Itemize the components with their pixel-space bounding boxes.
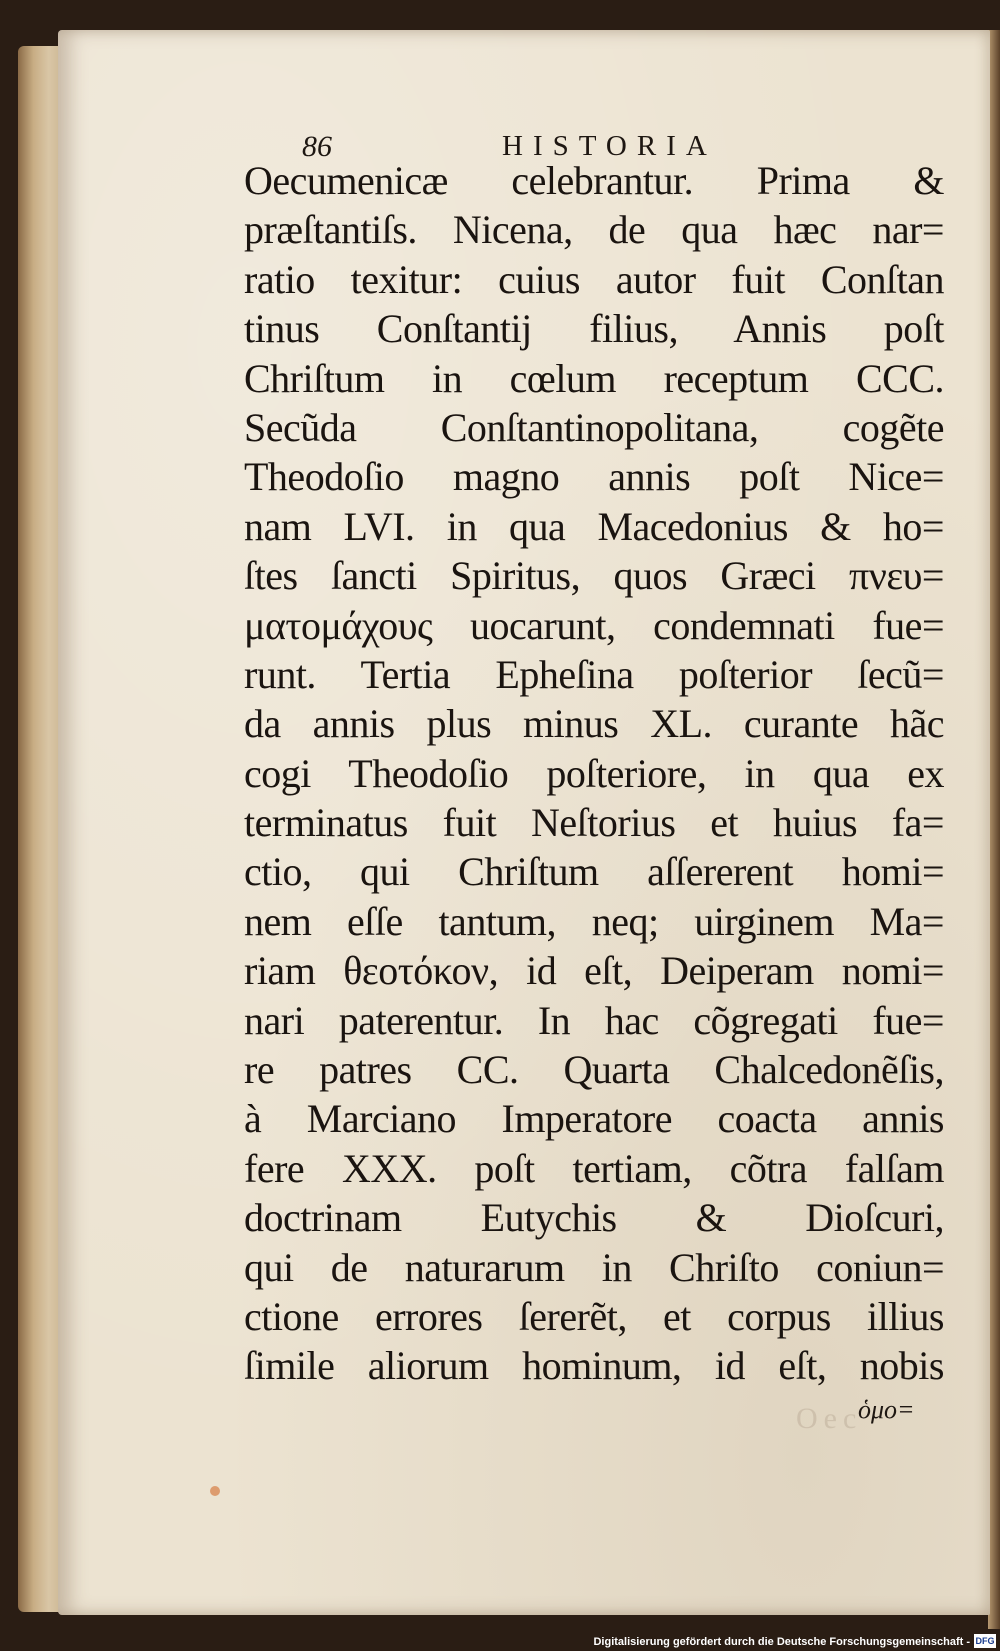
page-number: 86	[302, 130, 332, 163]
text-line: re patres CC. Quarta Chalcedonẽſis,	[244, 1047, 944, 1093]
text-line: Chriſtum in cœlum receptum CCC.	[244, 355, 944, 401]
running-head-title: HISTORIA	[502, 130, 717, 162]
text-line: riam θεοτόκον, id eſt, Deiperam nomi=	[244, 948, 944, 994]
text-line: ματομάχους uocarunt, condemnati fue=	[244, 602, 944, 648]
paper-stain	[210, 1486, 220, 1496]
text-line: cogi Theodoſio poſteriore, in qua ex	[244, 750, 944, 796]
book-spine-edge	[18, 46, 62, 1612]
text-line: qui de naturarum in Chriſto coniun=	[244, 1244, 944, 1290]
bleed-through-text: Oec	[796, 1402, 863, 1435]
text-line: nam LVI. in qua Macedonius & ho=	[244, 503, 944, 549]
dfg-logo: DFG	[975, 1636, 995, 1646]
text-line: ſimile aliorum hominum, id eſt, nobis	[244, 1343, 944, 1389]
text-line: Secũda Conſtantinopolitana, cogẽte	[244, 404, 944, 450]
text-line: nari paterentur. In hac cõgregati fue=	[244, 997, 944, 1043]
text-line: à Marciano Imperatore coacta annis	[244, 1096, 944, 1142]
text-line: ctio, qui Chriſtum aſſererent homi=	[244, 849, 944, 895]
text-line: nem eſſe tantum, neq; uirginem Ma=	[244, 898, 944, 944]
text-line: Oecumenicæ celebrantur. Prima &	[244, 158, 944, 203]
text-line: ratio texitur: cuius autor fuit Conſtan	[244, 256, 944, 302]
main-text-block	[244, 156, 944, 1391]
digitization-credit: Digitalisierung gefördert durch die Deutsche Forschungsgemeinschaft -	[593, 1636, 970, 1648]
text-line: da annis plus minus XL. curante hãc	[244, 701, 944, 747]
text-line: doctrinam Eutychis & Dioſcuri,	[244, 1195, 944, 1241]
text-line: terminatus fuit Neſtorius et huius fa=	[244, 800, 944, 846]
text-line: Theodoſio magno annis poſt Nice=	[244, 454, 944, 500]
text-line: fere XXX. poſt tertiam, cõtra falſam	[244, 1145, 944, 1191]
catchword: ὁμο=	[858, 1395, 915, 1424]
text-line: runt. Tertia Epheſina poſterior ſecũ=	[244, 651, 944, 697]
text-line: præſtantiſs. Nicena, de qua hæc nar=	[244, 207, 944, 253]
text-line: ſtes ſancti Spiritus, quos Græci πνευ=	[244, 553, 944, 599]
text-line: ctione errores ſererẽt, et corpus illius	[244, 1293, 944, 1339]
footer-bar	[0, 1629, 1000, 1651]
text-line: tinus Conſtantij filius, Annis poſt	[244, 306, 944, 352]
